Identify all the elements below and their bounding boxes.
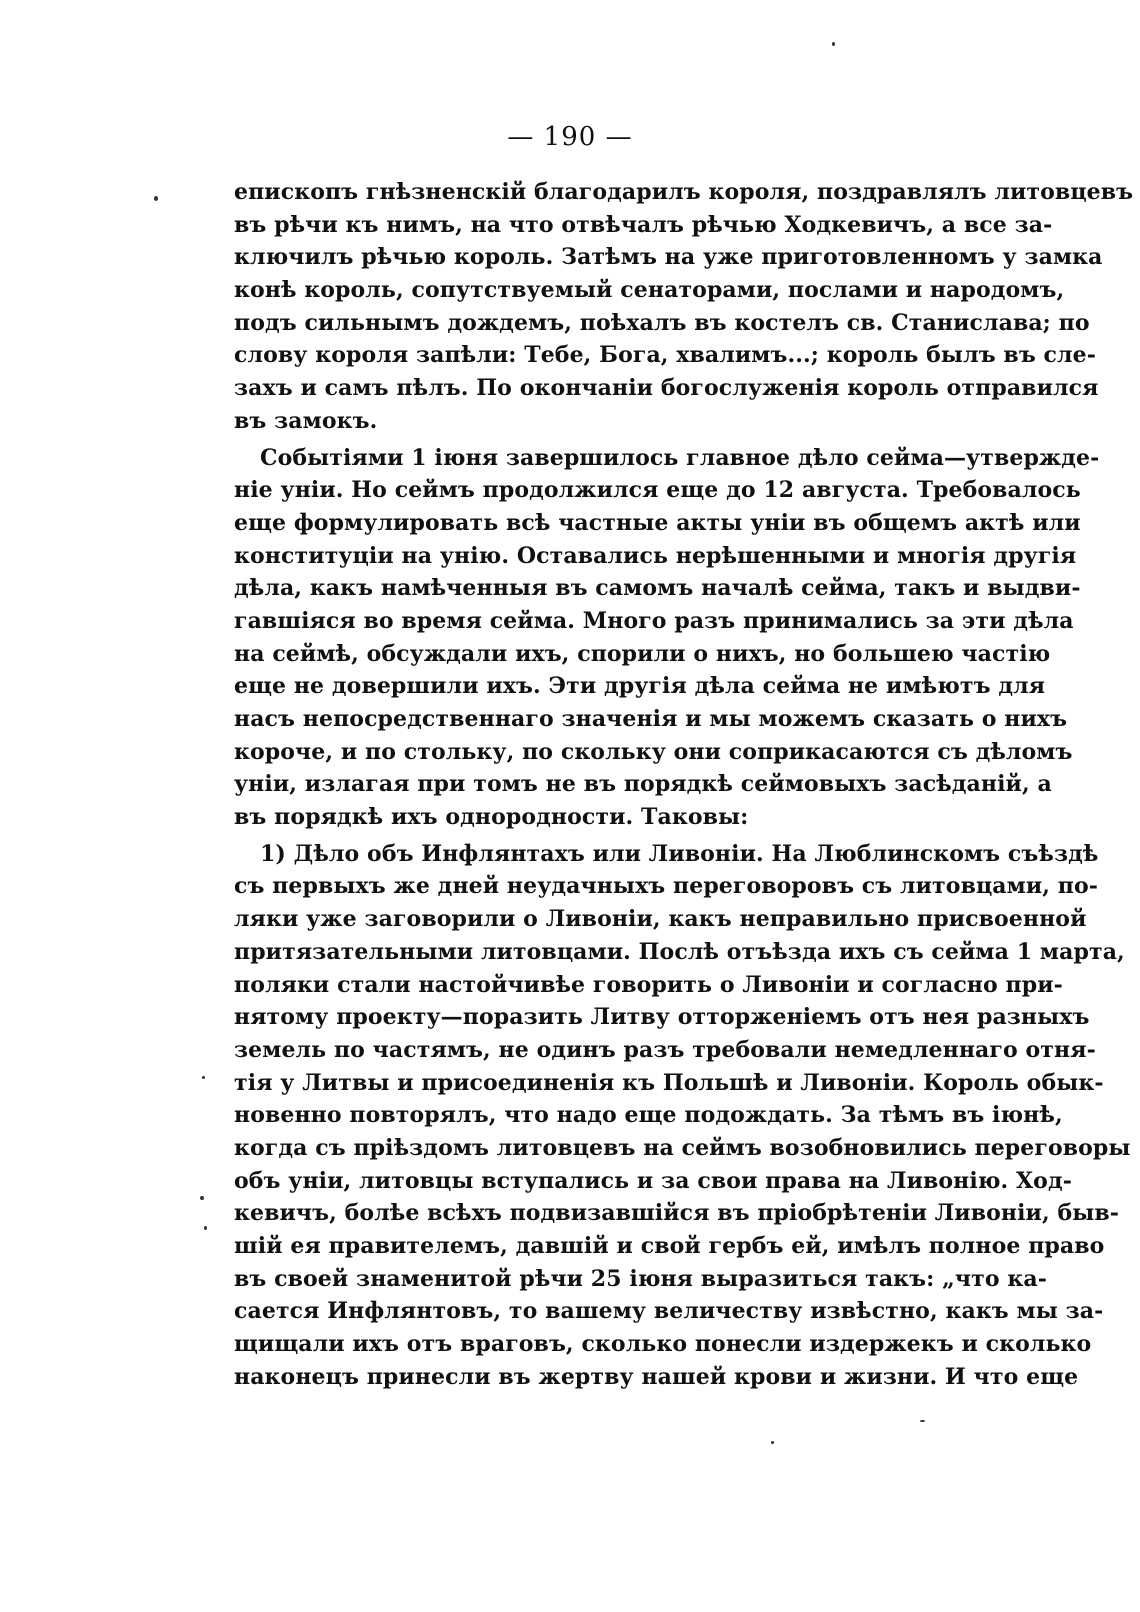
- text-line: земель по частямъ, не одинъ разъ требовали немедленнаго отня-: [234, 1036, 1096, 1063]
- text-line: щищали ихъ отъ враговъ, сколько понесли издержекъ и сколько: [234, 1331, 1092, 1358]
- text-line: захъ и самъ пѣлъ. По окончаніи богослуженія король отправился: [234, 375, 1099, 402]
- text-line: конѣ король, сопутствуемый сенаторами, послами и народомъ,: [234, 277, 1065, 304]
- text-line: на сеймѣ, обсуждали ихъ, спорили о нихъ, но большею частію: [234, 640, 1051, 667]
- text-line: въ своей знаменитой рѣчи 25 іюня выразиться такъ: „что ка-: [234, 1265, 1047, 1292]
- text-line: подъ сильнымъ дождемъ, поѣхалъ въ костелъ св. Станислава; по: [234, 309, 1090, 336]
- text-line: въ рѣчи къ нимъ, на что отвѣчалъ рѣчью Ходкевичъ, а все за-: [234, 211, 1053, 238]
- text-line: конституціи на унію. Оставались нерѣшенными и многія другія: [234, 542, 1077, 569]
- text-line: ніе уніи. Но сеймъ продолжился еще до 12 августа. Требовалось: [234, 477, 1081, 504]
- text-line: съ первыхъ же дней неудачныхъ переговоровъ съ литовцами, по-: [234, 873, 1099, 900]
- text-line: еще не довершили ихъ. Эти другія дѣла сейма не имѣютъ для: [234, 673, 1046, 700]
- text-line: гавшіяся во время сейма. Много разъ принимались за эти дѣла: [234, 607, 1074, 634]
- text-line: 1) Дѣло объ Инфлянтахъ или Ливоніи. На Люблинскомъ съѣздѣ: [260, 840, 1099, 867]
- text-line: объ уніи, литовцы вступались и за свои права на Ливонію. Ход-: [234, 1167, 1072, 1194]
- scan-speck: [832, 42, 835, 46]
- text-line: уніи, излагая при томъ не въ порядкѣ сеймовыхъ засѣданій, а: [234, 771, 1052, 798]
- text-line: поляки стали настойчивѣе говорить о Ливоніи и согласно при-: [234, 971, 1063, 998]
- text-line: кевичъ, болѣе всѣхъ подвизавшійся въ пріобрѣтеніи Ливоніи, быв-: [234, 1200, 1120, 1227]
- text-line: дѣла, какъ намѣченныя въ самомъ началѣ сейма, такъ и выдви-: [234, 575, 1081, 602]
- text-line: епископъ гнѣзненскій благодарилъ короля, поздравлялъ литовцевъ: [234, 179, 1134, 205]
- scan-speck: [204, 1226, 207, 1230]
- text-line: слову короля запѣли: Тебе, Бога, хвалимъ...; король былъ въ сле-: [234, 342, 1096, 369]
- text-line: притязательными литовцами. Послѣ отъѣзда ихъ съ сейма 1 марта,: [234, 938, 1125, 965]
- scan-speck: [154, 196, 158, 201]
- text-line: тія у Литвы и присоединенія къ Польшѣ и Ливоніи. Король обык-: [234, 1069, 1104, 1096]
- text-line: Событіями 1 іюня завершилось главное дѣло сейма—утвержде-: [260, 444, 1100, 471]
- text-line: въ порядкѣ ихъ однородности. Таковы:: [234, 804, 749, 831]
- text-line: насъ непосредственнаго значенія и мы можемъ сказать о нихъ: [234, 706, 1068, 732]
- scan-speck: [920, 1420, 925, 1422]
- text-line: ключилъ рѣчью король. Затѣмъ на уже приготовленномъ у замка: [234, 244, 1103, 271]
- page-number: — 190 —: [507, 122, 633, 152]
- scan-speck: [771, 1441, 774, 1444]
- text-line: сается Инфлянтовъ, то вашему величеству извѣстно, какъ мы за-: [234, 1298, 1104, 1325]
- text-line: еще формулировать всѣ частные акты уніи въ общемъ актѣ или: [234, 509, 1081, 536]
- text-line: ляки уже заговорили о Ливоніи, какъ неправильно присвоенной: [234, 906, 1087, 933]
- text-line: шій ея правителемъ, давшій и свой гербъ ей, имѣлъ полное право: [234, 1233, 1105, 1259]
- text-line: новенно повторялъ, что надо еще подождать. За тѣмъ въ іюнѣ,: [234, 1102, 1063, 1129]
- body-text: [234, 176, 1134, 1393]
- text-line: когда съ пріѣздомъ литовцевъ на сеймъ возобновились переговоры: [234, 1134, 1131, 1161]
- scan-speck: [200, 1196, 204, 1200]
- text-line: короче, и по стольку, по скольку они соприкасаются съ дѣломъ: [234, 738, 1073, 765]
- text-line: наконецъ принесли въ жертву нашей крови и жизни. И что еще: [234, 1363, 1079, 1390]
- scan-speck: [202, 1076, 205, 1079]
- text-line: нятому проекту—поразить Литву отторженіемъ отъ нея разныхъ: [234, 1004, 1090, 1031]
- text-line: въ замокъ.: [234, 407, 378, 434]
